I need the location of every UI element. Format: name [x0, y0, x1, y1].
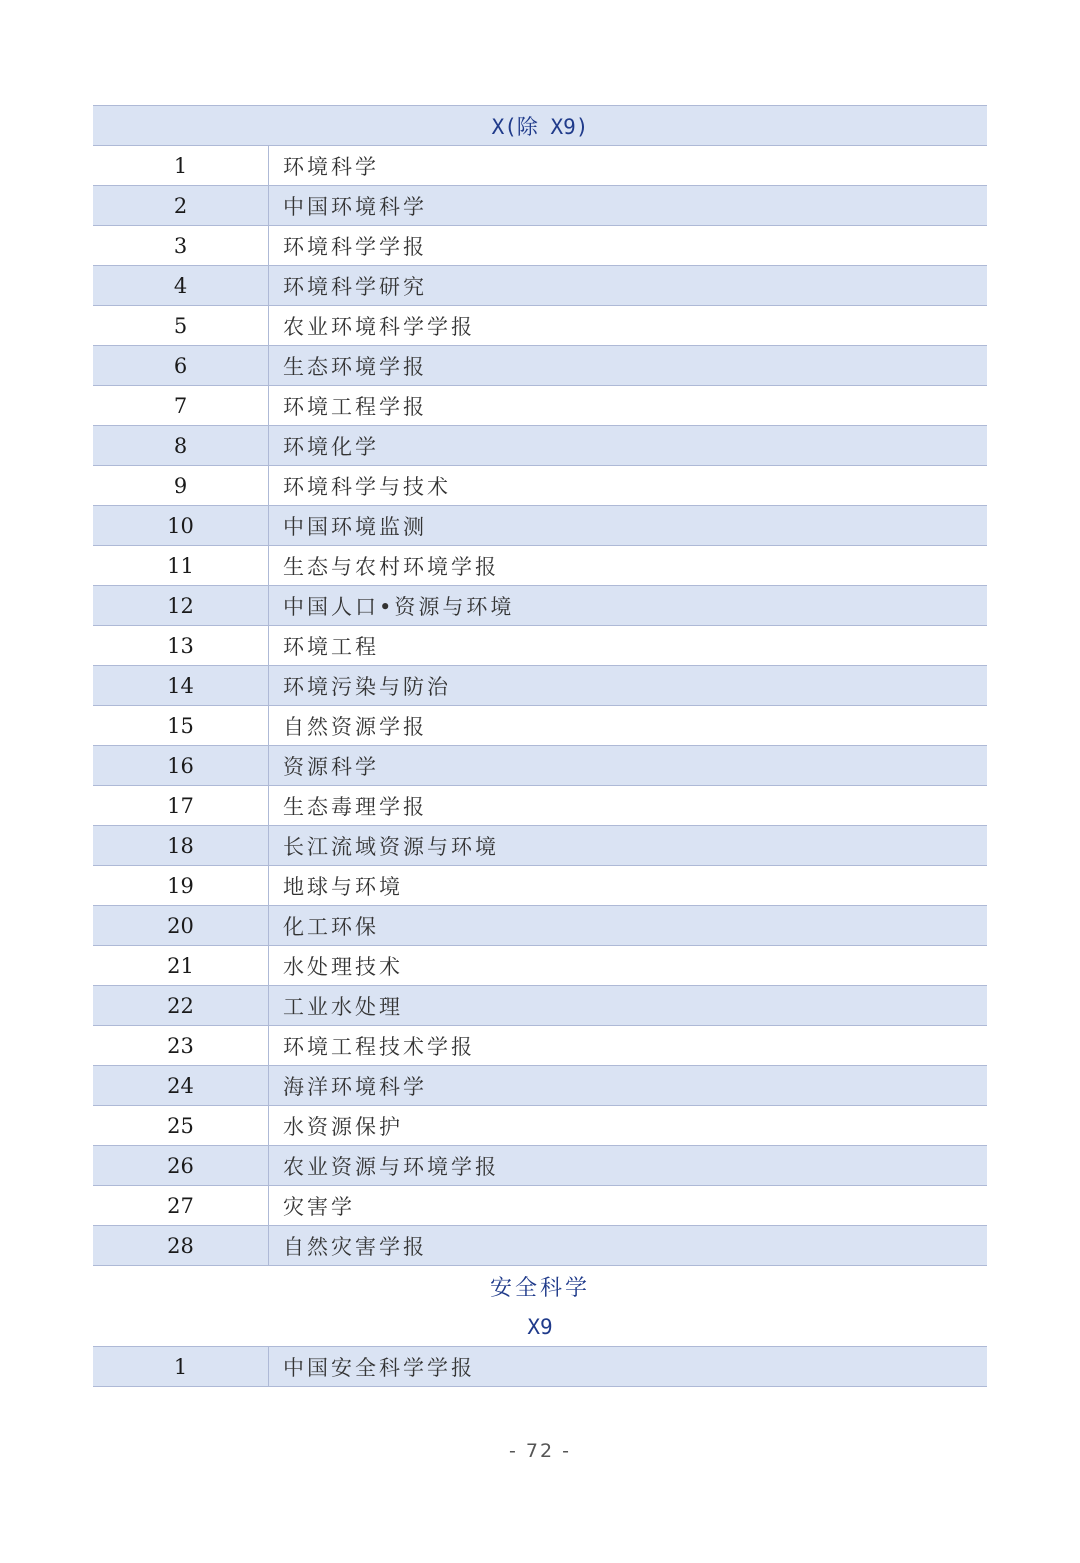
journal-name: 资源科学: [283, 754, 379, 779]
row-number: 16: [93, 746, 269, 785]
journal-name: 中国人口•资源与环境: [283, 594, 515, 619]
row-number: 17: [93, 786, 269, 825]
journal-name: 环境化学: [283, 434, 379, 459]
section-safety-rows: [93, 1347, 987, 1387]
journal-name: 农业环境科学学报: [283, 314, 475, 339]
row-number: 4: [93, 266, 269, 305]
row-number: 27: [93, 1186, 269, 1225]
journal-name: 自然资源学报: [283, 714, 427, 739]
table-row: [93, 226, 987, 266]
row-number: 13: [93, 626, 269, 665]
table-row: [93, 1226, 987, 1266]
table-row: [93, 826, 987, 866]
journal-name: 水处理技术: [283, 954, 403, 979]
journal-name: 工业水处理: [283, 994, 403, 1019]
journal-name: 环境科学: [283, 154, 379, 179]
row-number: 10: [93, 506, 269, 545]
journal-name: 环境科学与技术: [283, 474, 451, 499]
table-row: [93, 1106, 987, 1146]
journal-name: 中国安全科学学报: [283, 1355, 475, 1380]
table-row: [93, 546, 987, 586]
table-row: [93, 466, 987, 506]
row-number: 14: [93, 666, 269, 705]
row-number: 24: [93, 1066, 269, 1105]
table-row: [93, 186, 987, 226]
section-header-x: X(除 X9): [93, 105, 987, 146]
table-row: [93, 146, 987, 186]
table-row: [93, 586, 987, 626]
journal-name: 环境污染与防治: [283, 674, 451, 699]
table-row: [93, 866, 987, 906]
journal-name: 灾害学: [283, 1194, 355, 1219]
row-number: 11: [93, 546, 269, 585]
journal-name: 环境工程学报: [283, 394, 427, 419]
row-number: 1: [93, 1347, 269, 1386]
journal-name: 环境科学学报: [283, 234, 427, 259]
table-row: [93, 746, 987, 786]
row-number: 2: [93, 186, 269, 225]
table-row: [93, 906, 987, 946]
journal-name: 农业资源与环境学报: [283, 1154, 499, 1179]
journal-name: 水资源保护: [283, 1114, 403, 1139]
row-number: 9: [93, 466, 269, 505]
row-number: 22: [93, 986, 269, 1025]
row-number: 26: [93, 1146, 269, 1185]
row-number: 1: [93, 146, 269, 185]
table-row: [93, 1146, 987, 1186]
journal-table: [93, 105, 987, 1387]
row-number: 12: [93, 586, 269, 625]
row-number: 28: [93, 1226, 269, 1265]
row-number: 23: [93, 1026, 269, 1065]
journal-name: 环境科学研究: [283, 274, 427, 299]
table-row: [93, 986, 987, 1026]
table-row: [93, 786, 987, 826]
journal-name: 生态毒理学报: [283, 794, 427, 819]
section-title-safety: 安全科学: [489, 1276, 590, 1301]
table-row: [93, 306, 987, 346]
table-row: [93, 426, 987, 466]
journal-name: 地球与环境: [283, 874, 403, 899]
row-number: 7: [93, 386, 269, 425]
table-row: [93, 506, 987, 546]
journal-name: 海洋环境科学: [283, 1074, 427, 1099]
journal-name: 生态环境学报: [283, 354, 427, 379]
row-number: 19: [93, 866, 269, 905]
row-number: 8: [93, 426, 269, 465]
journal-name: 中国环境科学: [283, 194, 427, 219]
table-row: [93, 1186, 987, 1226]
table-row: [93, 626, 987, 666]
row-number: 18: [93, 826, 269, 865]
row-number: 20: [93, 906, 269, 945]
table-row: [93, 346, 987, 386]
row-number: 25: [93, 1106, 269, 1145]
row-number: 15: [93, 706, 269, 745]
row-number: 5: [93, 306, 269, 345]
journal-name: 化工环保: [283, 914, 379, 939]
table-row: [93, 706, 987, 746]
table-row: [93, 386, 987, 426]
table-row: [93, 1026, 987, 1066]
row-number: 3: [93, 226, 269, 265]
page-number: - 72 -: [509, 1440, 571, 1462]
journal-name: 自然灾害学报: [283, 1234, 427, 1259]
section-subtitle-x9: X9: [93, 1307, 987, 1347]
table-row: [93, 666, 987, 706]
journal-name: 长江流域资源与环境: [283, 834, 499, 859]
row-number: 6: [93, 346, 269, 385]
journal-name: 环境工程: [283, 634, 379, 659]
section-x-rows: [93, 146, 987, 1266]
table-row: [93, 946, 987, 986]
journal-name: 生态与农村环境学报: [283, 554, 499, 579]
table-row: [93, 1066, 987, 1106]
journal-name: 环境工程技术学报: [283, 1034, 475, 1059]
journal-name: 中国环境监测: [283, 514, 427, 539]
table-row: [93, 266, 987, 306]
table-row: [93, 1347, 987, 1387]
row-number: 21: [93, 946, 269, 985]
